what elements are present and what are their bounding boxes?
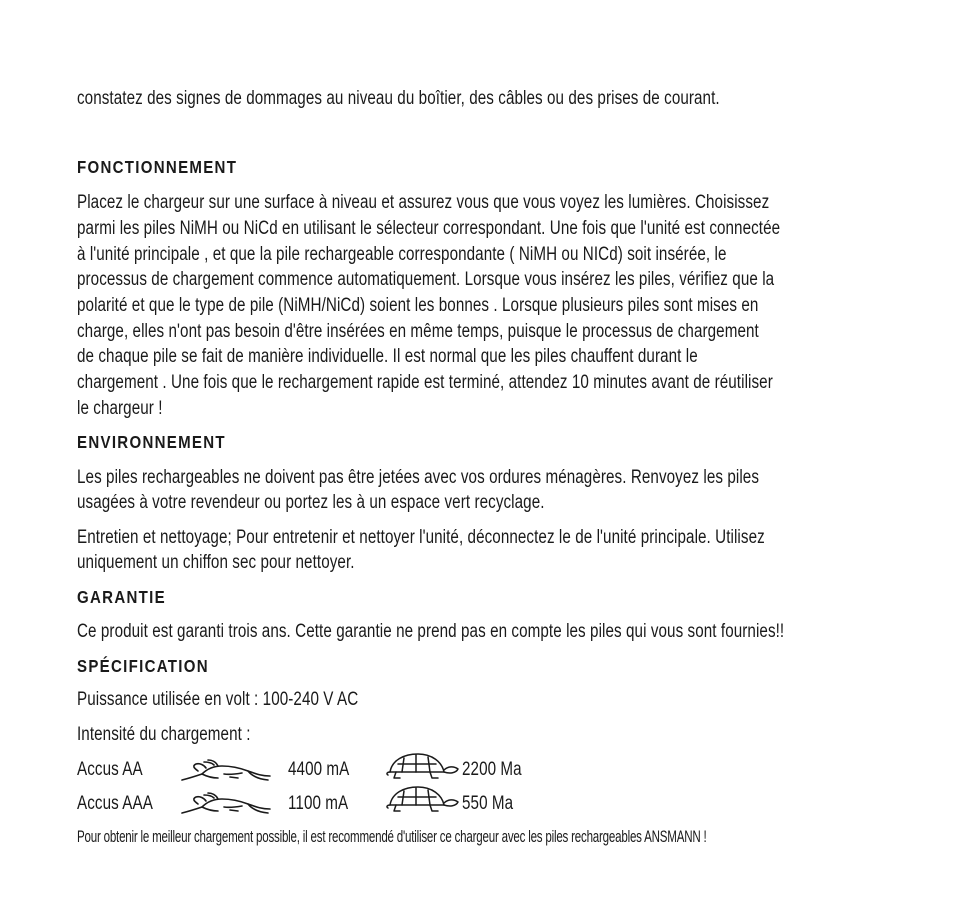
spec-power: Puissance utilisée en volt : 100-240 V AC xyxy=(77,689,359,710)
paragraph-line: charge, elles n'ont pas besoin d'être insérées en même temps, puisque le processus de chargement xyxy=(77,321,759,342)
paragraph-line: le chargeur ! xyxy=(77,398,163,419)
section-title-garantie: GARANTIE xyxy=(77,587,166,607)
garantie-text: Ce produit est garanti trois ans. Cette garantie ne prend pas en compte les piles qui vous sont fournies!! xyxy=(77,621,785,642)
turtle-icon xyxy=(384,750,462,782)
section-title-specification: SPÉCIFICATION xyxy=(77,656,209,676)
paragraph-line: Placez le chargeur sur une surface à niveau et assurez vous que vous voyez les lumières. Choisissez xyxy=(77,192,770,213)
paragraph-line: processus de chargement commence automatiquement. Lorsque vous insérez les piles, vérifiez que la xyxy=(77,269,775,290)
spec-fast-current: 4400 mA xyxy=(288,759,350,780)
spec-row-label-aaa: Accus AAA xyxy=(77,793,153,814)
paragraph-line: Entretien et nettoyage; Pour entretenir et nettoyer l'unité, déconnectez le de l'unité principale. Utilisez xyxy=(77,527,765,548)
paragraph-line: parmi les piles NiMH ou NiCd en utilisant le sélecteur correspondant. Une fois que l'unité est connectée xyxy=(77,218,781,239)
spec-fast-current: 1100 mA xyxy=(288,793,349,814)
section-title-fonctionnement: FONCTIONNEMENT xyxy=(77,157,238,177)
footer-note: Pour obtenir le meilleur chargement possible, il est recommendé d'utiliser ce chargeur avec les piles rechargeables ANSMANN ! xyxy=(77,827,707,846)
spec-slow-current: 2200 Ma xyxy=(462,759,522,780)
spec-slow-current: 550 Ma xyxy=(462,793,514,814)
running-hare-icon xyxy=(178,789,274,817)
turtle-icon xyxy=(384,783,462,815)
running-hare-icon xyxy=(178,756,274,784)
intro-line: constatez des signes de dommages au niveau du boîtier, des câbles ou des prises de courant. xyxy=(77,88,720,109)
spec-intensity: Intensité du chargement : xyxy=(77,724,251,745)
paragraph-line: à l'unité principale , et que la pile rechargeable correspondante ( NiMH ou NICd) soit insérée, le xyxy=(77,244,727,265)
paragraph-line: usagées à votre revendeur ou portez les à un espace vert recyclage. xyxy=(77,492,545,513)
spec-row-label-aa: Accus AA xyxy=(77,759,143,780)
paragraph-line: de chaque pile se fait de manière individuelle. Il est normal que les piles chauffent durant le xyxy=(77,346,698,367)
paragraph-line: chargement . Une fois que le rechargement rapide est terminé, attendez 10 minutes avant de réutiliser xyxy=(77,372,773,393)
paragraph-line: Les piles rechargeables ne doivent pas être jetées avec vos ordures ménagères. Renvoyez les piles xyxy=(77,467,760,488)
paragraph-line: polarité et que le type de pile (NiMH/NiCd) soient les bonnes . Lorsque plusieurs piles sont mises en xyxy=(77,295,759,316)
paragraph-line: uniquement un chiffon sec pour nettoyer. xyxy=(77,552,355,573)
section-title-environnement: ENVIRONNEMENT xyxy=(77,432,226,452)
